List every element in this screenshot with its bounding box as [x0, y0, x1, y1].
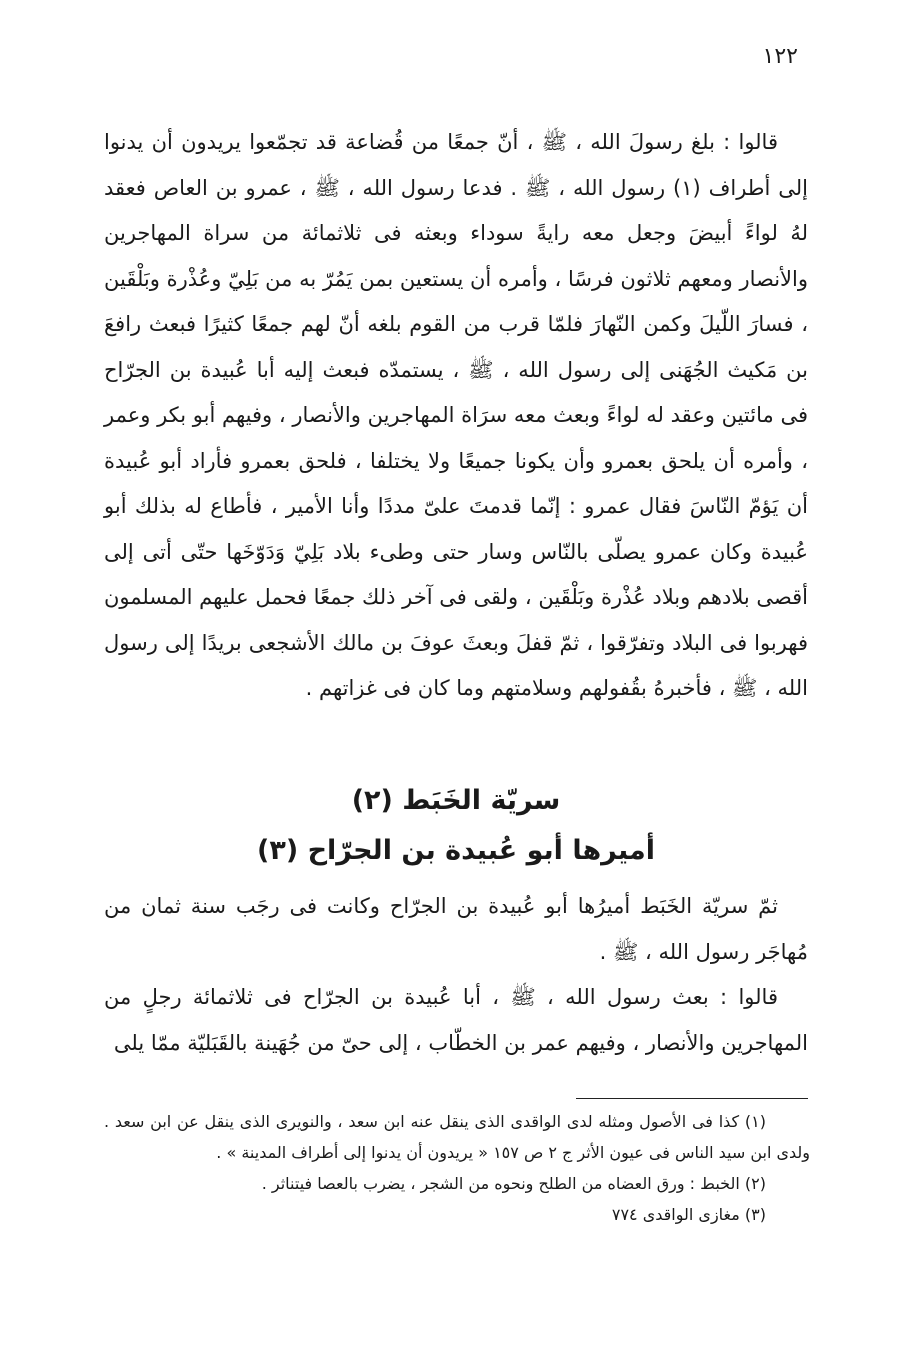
footnote-2: (٢) الخبط : ورق العضاه من الطلح ونحوه من الشجر ، يضرب بالعصا فيتناثر . — [261, 1174, 766, 1193]
paragraph-amr-expedition: قالوا : بلغ رسولَ الله ، ﷺ ، أنّ جمعًا من قُضاعة قد تجمّعوا يريدون أن يدنوا إلى أطراف (١) رسول الله ، ﷺ . فدعا رسول الله ، ﷺ ، عمرو بن العاص فعقد لهُ لواءً أبيضَ وجعل معه رايةً سوداء وبعثه فى ثلاثمائة من سراة المهاجرين والأنصار ومعهم ثلاثون فرسًا ، وأمره أن يستعين بمن يَمُرّ به من بَلِيّ وعُذْرة وبَلْقَين ، فسارَ اللّيلَ وكمن النّهارَ فلمّا قرب من القوم بلغه أنّ لهم جمعًا كثيرًا فبعث رافعَ بن مَكيث الجُهَنى إلى رسول الله ، ﷺ ، يستمدّه فبعث إليه أبا عُبيدة بن الجرّاح فى مائتين وعقد له لواءً وبعث معه سرَاة المهاجرين والأنصار ، وفيهم أبو بكر وعمر ، وأمره أن يلحق بعمرو وأن يكونا جميعًا ولا يختلفا ، فلحق بعمرو فأراد أبو عُبيدة أن يَؤمّ النّاسَ فقال عمرو : إنّما قدمتَ علىّ مددًا وأنا الأمير ، فأطاع له بذلك أبو عُبيدة وكان عمرو يصلّى بالنّاس وسار حتى وطىء بلاد بَلِيّ وَدَوّخَها حتّى أتى إلى أقصى بلادهم وبلاد عُذْرة وبَلْقَين ، ولقى فى آخر ذلك جمعًا فحمل عليهم المسلمون فهربوا فى البلاد وتفرّقوا ، ثمّ قفلَ وبعثَ عوفَ بن مالك الأشجعى بريدًا إلى رسول الله ، ﷺ ، فأخبرهُ بقُفولهم وسلامتهم وما كان فى غزاتهم . — [104, 130, 808, 700]
section-heading-block — [104, 776, 808, 876]
footnote-3: (٣) مغازى الواقدى ٧٧٤ — [611, 1205, 766, 1224]
paragraph-khabat-report: قالوا : بعث رسول الله ، ﷺ ، أبا عُبيدة بن الجرّاح فى ثلاثمائة رجلٍ من المهاجرين والأنصار ، وفيهم عمر بن الخطّاب ، إلى حىّ من جُهَينة بالقَبَليّة ممّا يلى — [104, 985, 808, 1055]
section-subtitle: أميرها أبو عُبيدة بن الجرّاح (٣) — [257, 835, 655, 866]
page-number: ١٢٢ — [762, 44, 798, 69]
paragraph-khabat-intro: ثمّ سريّة الخَبَط أميرُها أبو عُبيدة بن الجرّاح وكانت فى رجَب سنة ثمان من مُهاجَر رسول الله ، ﷺ . — [104, 894, 808, 964]
footnote-divider — [576, 1098, 808, 1099]
main-text-section-2 — [104, 884, 808, 1066]
main-text-section-1 — [104, 120, 808, 712]
footnote-1: (١) كذا فى الأصول ومثله لدى الواقدى الذى ينقل عنه ابن سعد ، والنويرى الذى ينقل عن ابن سعد . ولدى ابن سيد الناس فى عيون الأثر ج ٢ ص ١٥٧ « يريدون أن يدنوا إلى أطراف المدينة » . — [104, 1112, 810, 1162]
footnotes — [104, 1106, 810, 1230]
section-title: سريّة الخَبَط (٢) — [351, 785, 561, 816]
